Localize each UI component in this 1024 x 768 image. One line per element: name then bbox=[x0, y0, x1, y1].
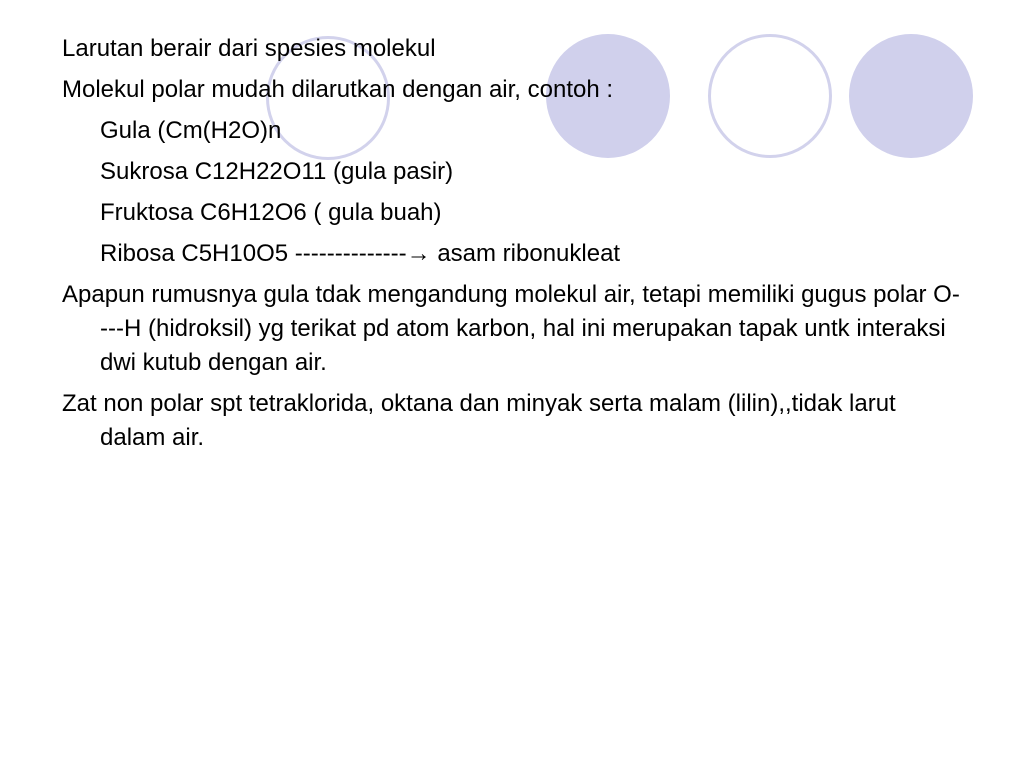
sub-bullet-text: Sukrosa C12H22O11 (gula pasir) bbox=[100, 158, 454, 185]
ribosa-result-text: asam ribonukleat bbox=[430, 240, 621, 267]
bullet-text: Molekul polar mudah dilarutkan dengan air, contoh : bbox=[62, 76, 614, 103]
sub-bullet-ribosa bbox=[62, 237, 962, 271]
bullet-text: Apapun rumusnya gula tdak mengandung molekul air, tetapi memiliki gugus polar O----H (hidroksil) yg terikat pd atom karbon, hal ini merupakan tapak untk interaksi dwi kutub dengan air. bbox=[62, 281, 960, 376]
ribosa-text: Ribosa C5H10O5 -------------- bbox=[100, 240, 407, 267]
bullet-text: Larutan berair dari spesies molekul bbox=[62, 35, 436, 62]
slide-body bbox=[62, 32, 962, 462]
sub-bullet-text: Gula (Cm(H2O)n bbox=[100, 117, 282, 144]
sub-bullet-text: Fruktosa C6H12O6 ( gula buah) bbox=[100, 199, 442, 226]
bullet-text: Zat non polar spt tetraklorida, oktana dan minyak serta malam (lilin),,tidak larut dalam air. bbox=[62, 390, 896, 451]
right-arrow-icon: → bbox=[406, 240, 431, 267]
